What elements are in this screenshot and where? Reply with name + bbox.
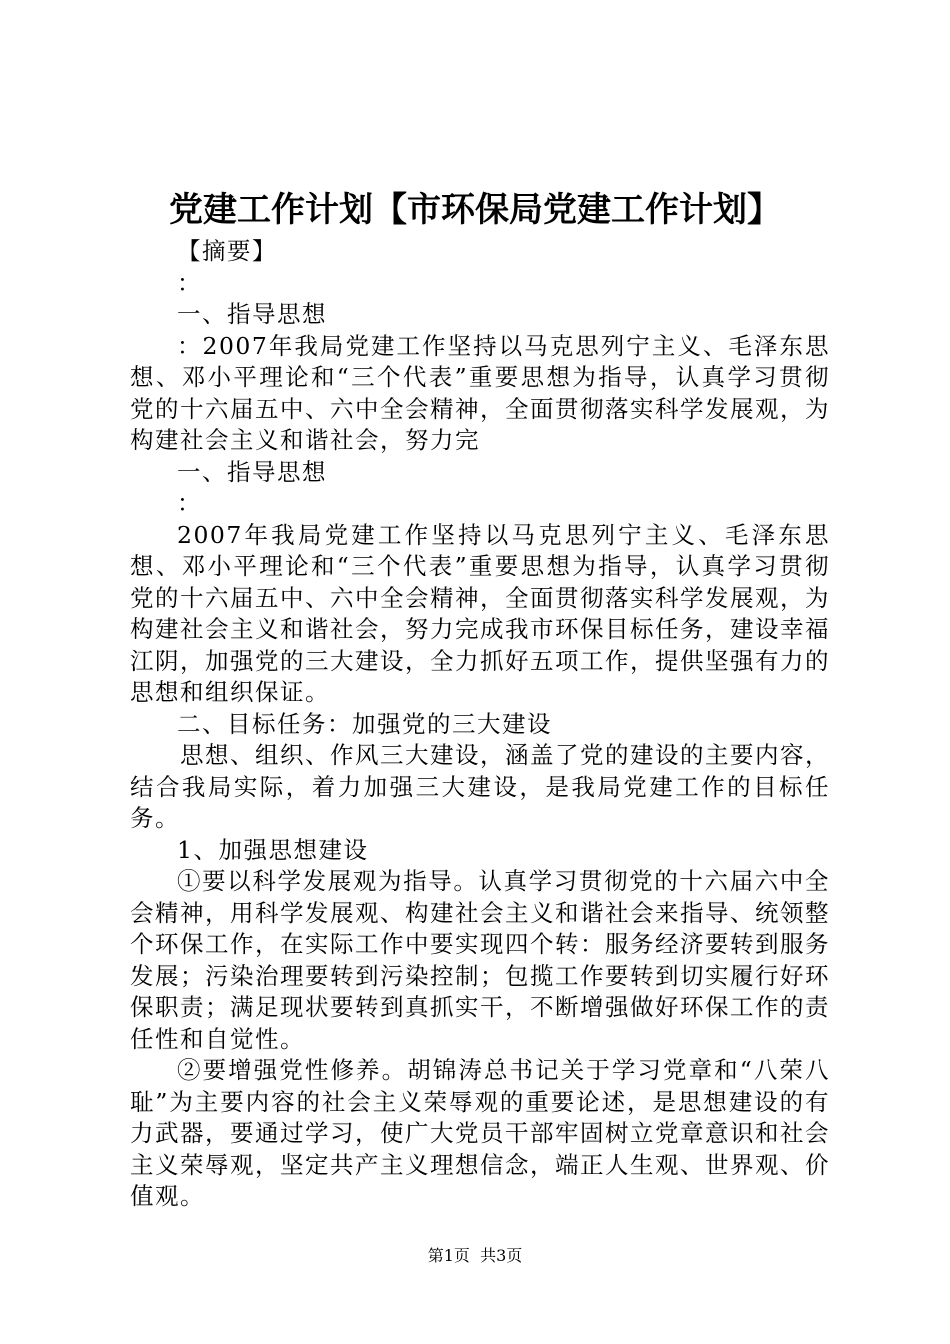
section-heading: 一、指导思想 [177, 457, 327, 486]
abstract-label: 【摘要】 [177, 237, 277, 265]
paragraph: ②要增强党性修养。胡锦涛总书记关于学习党章和“八荣八耻”为主要内容的社会主义荣辱观的重要论述，是思想建设的有力武器，要通过学习，使广大党员干部牢固树立党章意识和社会主义荣辱观，坚定共产主义理想信念，端正人生观、世界观、价值观。 [130, 1056, 830, 1210]
paragraph: 思想、组织、作风三大建设，涵盖了党的建设的主要内容，结合我局实际，着力加强三大建设，是我局党建工作的目标任务。 [130, 741, 830, 832]
document-title: 党建工作计划【市环保局党建工作计划】 [169, 190, 781, 230]
section-heading: 二、目标任务：加强党的三大建设 [177, 709, 552, 738]
subsection-heading: 1、加强思想建设 [177, 835, 369, 864]
paragraph: ①要以科学发展观为指导。认真学习贯彻党的十六届六中全会精神，用科学发展观、构建社会主义和谐社会来指导、统领整个环保工作，在实际工作中要实现四个转：服务经济要转到服务发展；污染治理要转到污染控制；包揽工作要转到切实履行好环保职责；满足现状要转到真抓实干，不断增强做好环保工作的责任性和自觉性。 [130, 867, 830, 1053]
section-heading: 一、指导思想 [177, 300, 327, 328]
paragraph: 2007年我局党建工作坚持以马克思列宁主义、毛泽东思想、邓小平理论和“三个代表”重要思想为指导，认真学习贯彻党的十六届五中、六中全会精神，全面贯彻落实科学发展观，为构建社会主义和谐社会，努力完成我市环保目标任务，建设幸福江阴，加强党的三大建设，全力抓好五项工作，提供坚强有力的思想和组织保证。 [130, 520, 830, 706]
paragraph: ：2007年我局党建工作坚持以马克思列宁主义、毛泽东思想、邓小平理论和“三个代表”重要思想为指导，认真学习贯彻党的十六届五中、六中全会精神，全面贯彻落实科学发展观，为构建社会主义和谐社会，努力完 [130, 331, 830, 454]
document-body [130, 236, 830, 1213]
page-footer: 第1页 共3页 [427, 1246, 523, 1265]
paragraph: ： [177, 268, 202, 297]
paragraph: ： [177, 489, 202, 517]
